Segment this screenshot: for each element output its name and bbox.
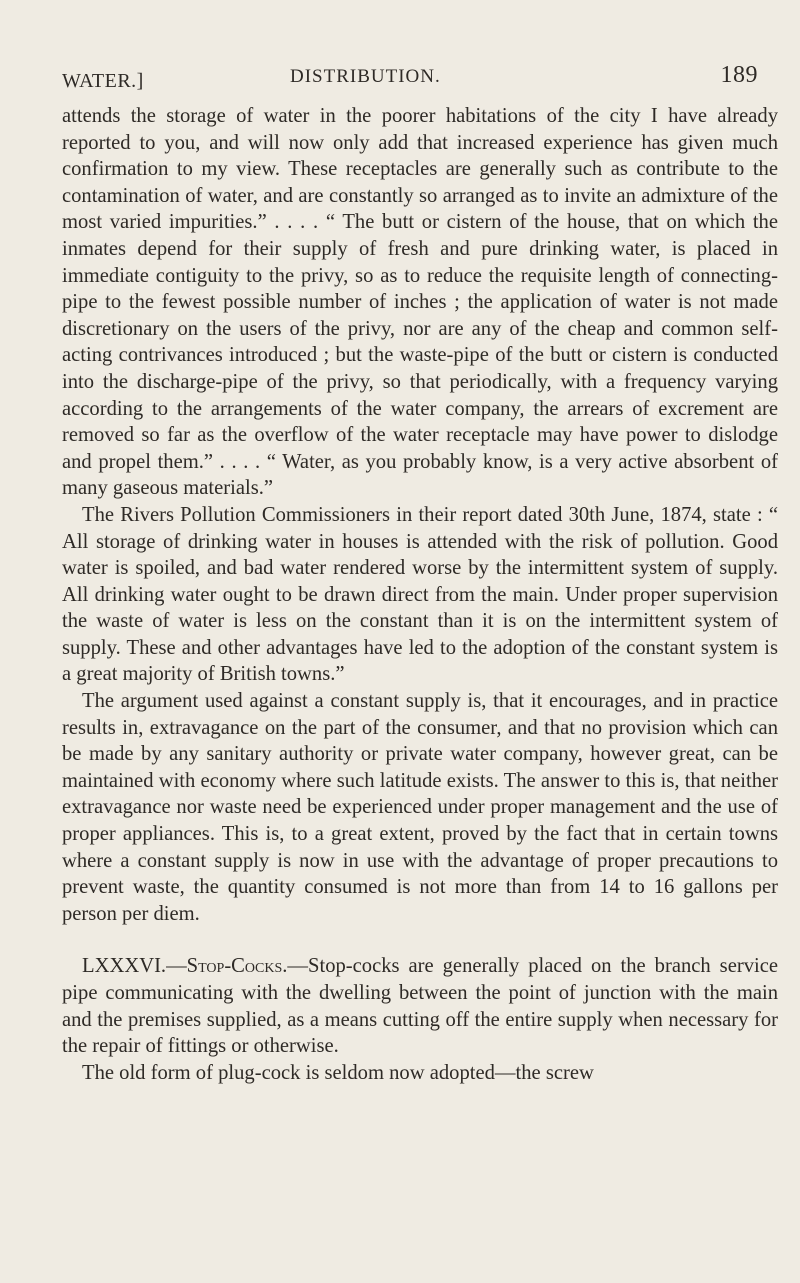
paragraph-continued-quote: attends the storage of water in the poorer habitations of the city I have already reported to you, and will now only add that increased experience has given much confirmation to my view. These receptacles are generally such as contribute to the contamination of water, and are constantly so arranged as to invite an admixture of the most varied impurities.” . . . . “ The butt or cistern of the house, that on which the inmates depend for their supply of fresh and pure drinking water, is placed in immediate contiguity to the privy, so as to reduce the requisite length of connecting-pipe to the fewest possible number of inches ; the application of water is not made discretionary on the users of the privy, nor are any of the cheap and common self-acting contrivances introduced ; but the waste-pipe of the butt or cistern is conducted into the discharge-pipe of the privy, so that periodically, with a frequency varying according to the arrangements of the water company, the arrears of excrement are removed so far as the overflow of the water receptacle may have power to dislodge and propel them.” . . . . “ Water, as you probably know, is a very active absorbent of many gaseous materials.”	[62, 105, 778, 500]
running-head-left: WATER.]	[62, 70, 144, 92]
section-number: LXXXVI.	[82, 955, 167, 978]
paragraph-constant-supply: The argument used against a constant supply is, that it encourages, and in practice results in, extravagance on the part of the consumer, and that no provision which can be made by any sanitary authority or private water company, however great, can be maintained with economy where such latitude exists. The answer to this is, that neither extravagance nor waste need be experienced under proper management and the use of proper appliances. This is, to a great extent, proved by the fact that in certain towns where a constant supply is now in use with the advantage of proper precautions to prevent waste, the quantity consumed is not more than from 14 to 16 gallons per person per diem.	[62, 690, 778, 925]
page-body	[62, 103, 778, 1086]
section-heading: —Stop-Cocks.	[166, 955, 288, 978]
page-number: 189	[720, 62, 758, 88]
running-header	[62, 62, 758, 96]
paragraph-rivers-pollution: The Rivers Pollution Commissioners in their report dated 30th June, 1874, state : “ All storage of drinking water in houses is attended with the risk of pollution. Good water is spoiled, and bad water rendered worse by the intermittent system of supply. All drinking water ought to be drawn direct from the main. Under proper supervision the waste of water is less on the constant than it is on the intermittent system of supply. These and other advantages have led to the adoption of the constant system is a great majority of British towns.”	[62, 503, 778, 686]
running-head-title: DISTRIBUTION.	[290, 66, 441, 87]
section-stop-cocks	[62, 953, 778, 1059]
section-text: —Stop-cocks are generally placed on the branch service pipe communicating with the dwelling between the point of junction with the main and the premises supplied, as a means cutting off the entire supply when necessary for the repair of fittings or otherwise.	[62, 955, 778, 1058]
paragraph-plug-cock: The old form of plug-cock is seldom now adopted—the screw	[82, 1061, 594, 1084]
